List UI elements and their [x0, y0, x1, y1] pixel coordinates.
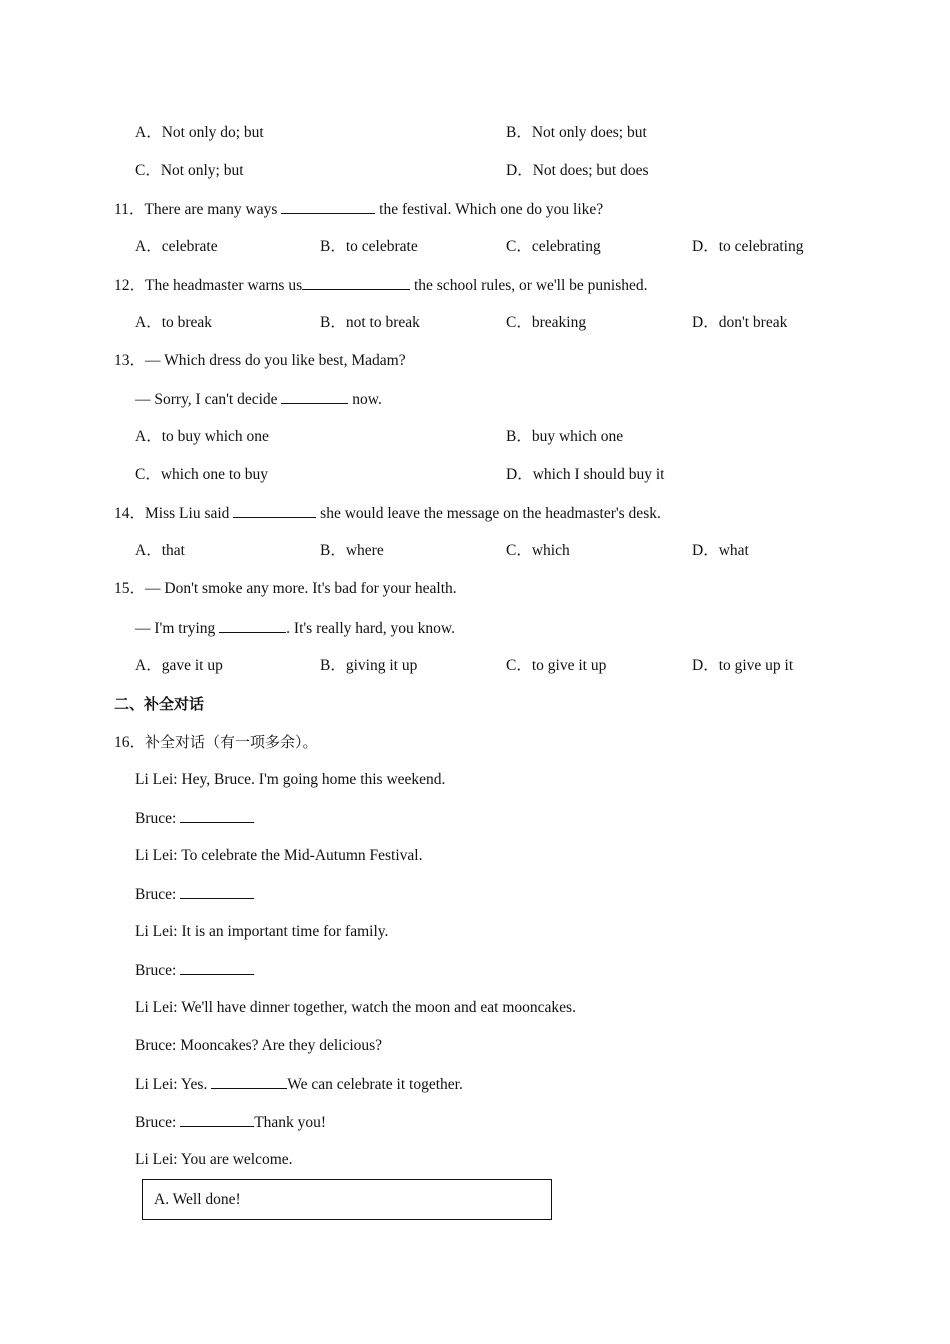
question-number: 12．	[114, 277, 146, 294]
dialogue-line	[135, 808, 254, 829]
section-title: 二、补全对话	[114, 695, 205, 713]
question-text: she would leave the message on the headmaster's desk.	[316, 505, 661, 522]
q15-option-a: A．gave it up	[135, 657, 223, 674]
question-text: — Which dress do you like best, Madam?	[145, 352, 406, 369]
speaker-text: Li Lei: Yes.	[135, 1076, 212, 1093]
question-instruction: 补全对话（有一项多余）。	[145, 733, 318, 751]
speaker-text: Bruce:	[135, 810, 181, 827]
question-number: 13．	[114, 352, 146, 369]
answer-blank	[180, 884, 254, 899]
q10-option-b: B．Not only does; but	[506, 124, 647, 141]
q13-option-a: A．to buy which one	[135, 428, 269, 445]
q11-option-a: A．celebrate	[135, 238, 218, 255]
q12-option-a: A．to break	[135, 314, 213, 331]
answer-blank	[219, 618, 286, 633]
question-11	[114, 199, 603, 220]
q13-option-b: B．buy which one	[506, 428, 624, 445]
dialogue-line: Li Lei: Hey, Bruce. I'm going home this weekend.	[135, 771, 446, 788]
question-12	[114, 275, 648, 296]
q14-option-b: B．where	[320, 542, 384, 559]
question-text: There are many ways	[144, 201, 282, 218]
q14-option-c: C．which	[506, 542, 570, 559]
answer-blank	[180, 960, 254, 975]
q15-option-b: B．giving it up	[320, 657, 418, 674]
question-text: The headmaster warns us	[145, 277, 303, 294]
question-13	[114, 351, 406, 371]
q14-option-a: A．that	[135, 542, 185, 559]
question-number: 11．	[114, 201, 145, 218]
question-text: Miss Liu said	[145, 505, 234, 522]
dialogue-line: Li Lei: To celebrate the Mid-Autumn Festival.	[135, 847, 423, 864]
speaker-text: We can celebrate it together.	[287, 1076, 463, 1093]
q12-option-d: D．don't break	[692, 314, 788, 331]
question-text: — Don't smoke any more. It's bad for your health.	[145, 580, 457, 597]
dialogue-line	[135, 960, 254, 981]
question-number: 15．	[114, 580, 146, 597]
q13-option-c: C．which one to buy	[135, 466, 269, 483]
question-13-line2	[135, 389, 382, 410]
question-text: the school rules, or we'll be punished.	[410, 277, 648, 294]
dialogue-line	[135, 884, 254, 905]
dialogue-line: Li Lei: You are welcome.	[135, 1151, 293, 1168]
dialogue-line: Li Lei: We'll have dinner together, watch the moon and eat mooncakes.	[135, 999, 576, 1016]
question-15	[114, 579, 457, 599]
q10-option-c: C．Not only; but	[135, 162, 244, 179]
box-option-a: A. Well done!	[154, 1191, 241, 1208]
q15-option-c: C．to give it up	[506, 657, 607, 674]
q11-option-b: B．to celebrate	[320, 238, 418, 255]
answer-blank	[281, 389, 348, 404]
q12-option-c: C．breaking	[506, 314, 587, 331]
answer-blank	[180, 1112, 254, 1127]
options-box	[142, 1179, 552, 1220]
question-text: now.	[348, 391, 382, 408]
answer-blank	[211, 1074, 287, 1089]
question-14	[114, 503, 661, 524]
q15-option-d: D．to give up it	[692, 657, 794, 674]
q14-option-d: D．what	[692, 542, 749, 559]
answer-blank	[180, 808, 254, 823]
speaker-text: Thank you!	[254, 1114, 327, 1131]
answer-blank	[302, 275, 410, 290]
q10-option-a: A．Not only do; but	[135, 124, 264, 141]
q10-option-d: D．Not does; but does	[506, 162, 649, 179]
dialogue-line: Bruce: Mooncakes? Are they delicious?	[135, 1037, 383, 1054]
q12-option-b: B．not to break	[320, 314, 420, 331]
question-text: the festival. Which one do you like?	[375, 201, 604, 218]
question-number: 16．	[114, 734, 146, 751]
question-15-line2	[135, 618, 455, 639]
speaker-text: Bruce:	[135, 1114, 181, 1131]
speaker-text: Bruce:	[135, 962, 181, 979]
q11-option-c: C．celebrating	[506, 238, 601, 255]
dialogue-line	[135, 1112, 326, 1133]
question-text: . It's really hard, you know.	[286, 620, 455, 637]
question-text: — Sorry, I can't decide	[135, 391, 282, 408]
question-number: 14．	[114, 505, 146, 522]
dialogue-line: Li Lei: It is an important time for family.	[135, 923, 389, 940]
q11-option-d: D．to celebrating	[692, 238, 804, 255]
dialogue-line	[135, 1074, 463, 1095]
question-16	[114, 732, 318, 753]
answer-blank	[233, 503, 316, 518]
question-text: — I'm trying	[135, 620, 220, 637]
speaker-text: Bruce:	[135, 886, 181, 903]
answer-blank	[281, 199, 375, 214]
q13-option-d: D．which I should buy it	[506, 466, 665, 483]
